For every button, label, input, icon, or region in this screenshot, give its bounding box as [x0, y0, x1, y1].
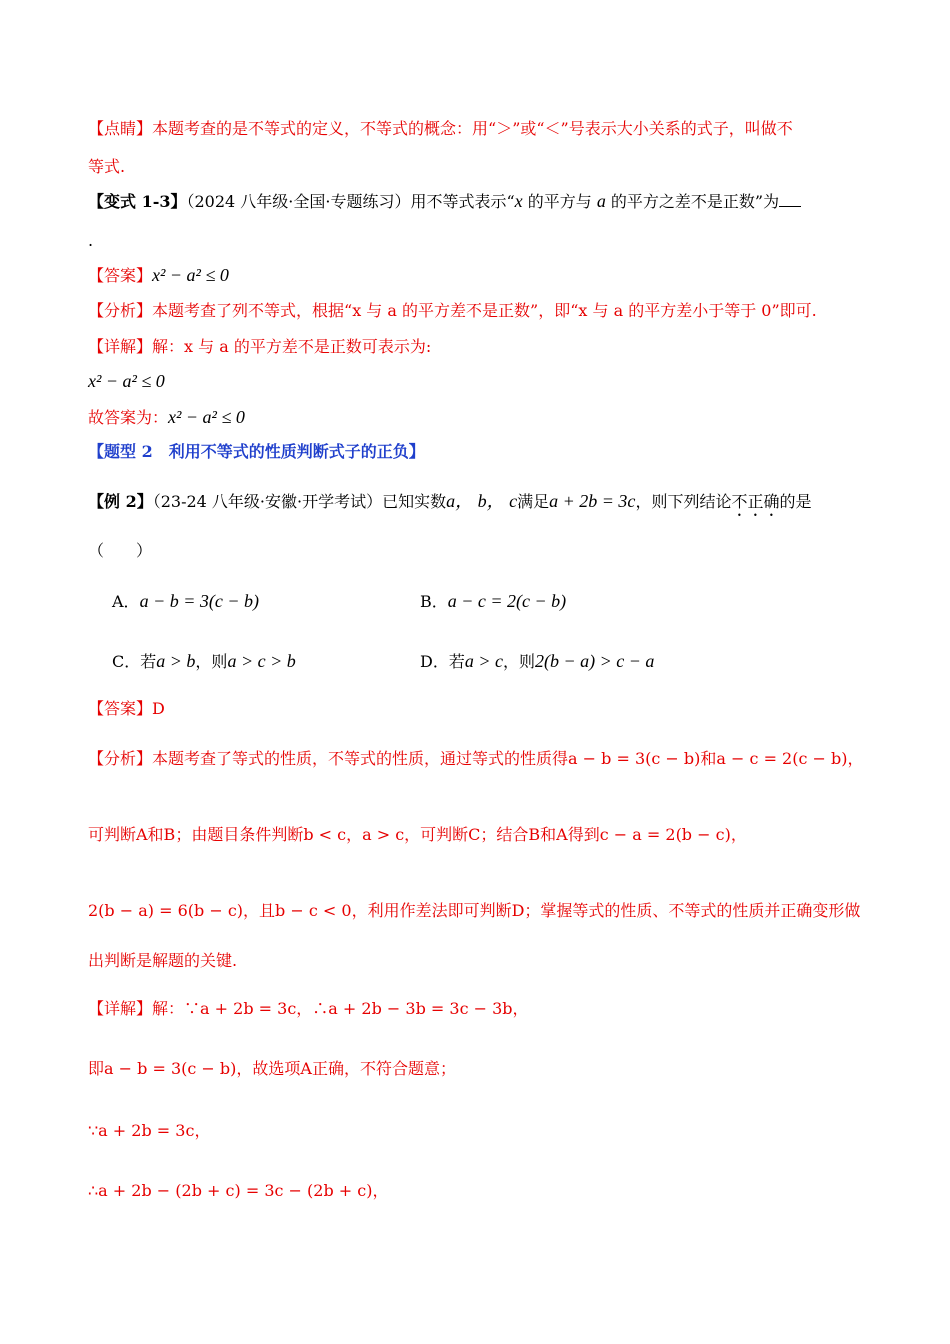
- option-c-label: C．: [112, 652, 141, 671]
- example-detail-line-1: [88, 998, 529, 1020]
- variant-final-expr: x² − a² ≤ 0: [168, 407, 245, 427]
- example-answer-tag: 【答案】: [88, 699, 153, 718]
- answer-blank: [779, 190, 801, 207]
- variant-analysis-text: 本题考查了列不等式，根据“x 与 a 的平方差不是正数”，即“x 与 a 的平方差小于等于 0”即可.: [152, 301, 817, 320]
- dianjing-line-1: [88, 118, 793, 140]
- variant-detail-text: 解：x 与 a 的平方差不是正数可表示为:: [152, 337, 432, 356]
- example-detail-tag: 【详解】: [88, 999, 153, 1018]
- example-q-mid: 满足: [517, 492, 550, 511]
- variant-analysis: [88, 300, 817, 322]
- example-question: [88, 490, 811, 520]
- example-tag: 【例 2】: [88, 492, 153, 511]
- option-c-pre: 若: [140, 652, 157, 671]
- dianjing-line-2: 等式.: [88, 157, 126, 176]
- variant-tail: .: [88, 231, 94, 250]
- option-a[interactable]: [112, 590, 259, 613]
- example-paren: （ ）: [88, 541, 153, 560]
- variant-var-x: x: [514, 191, 523, 211]
- example-vars: a， b， c: [446, 491, 518, 511]
- option-d-pre: 若: [448, 652, 465, 671]
- option-b-expr: a − c = 2(c − b): [447, 591, 567, 611]
- example-analysis-text-1: 本题考查了等式的性质，不等式的性质，通过等式的性质得a − b = 3(c − b)和a − c = 2(c − b)，: [152, 749, 864, 768]
- variant-var-a: a: [596, 191, 606, 211]
- option-b-label: B．: [420, 592, 448, 611]
- option-d-concl: 2(b − a) > c − a: [535, 651, 655, 671]
- variant-detail-tag: 【详解】: [88, 337, 153, 356]
- example-detail-line-2: 即a − b = 3(c − b)，故选项A正确，不符合题意；: [88, 1059, 456, 1078]
- option-a-label: A．: [112, 592, 140, 611]
- example-q-pre: 已知实数: [382, 492, 447, 511]
- option-c-cond: a > b: [156, 651, 196, 671]
- example-analysis-line-4: 出判断是解题的关键.: [88, 951, 238, 970]
- option-d[interactable]: [420, 650, 654, 673]
- example-detail-text-1: 解：∵a + 2b = 3c，∴a + 2b − 3b = 3c − 3b，: [152, 999, 529, 1018]
- example-analysis-tag: 【分析】: [88, 749, 153, 768]
- variant-tag: 【变式 1-3】: [88, 192, 187, 211]
- option-c[interactable]: [112, 650, 296, 673]
- variant-analysis-tag: 【分析】: [88, 301, 153, 320]
- variant-answer-expr: x² − a² ≤ 0: [152, 265, 229, 285]
- dianjing-tag: 【点睛】: [88, 119, 153, 138]
- example-analysis-line-2: 可判断A和B；由题目条件判断b < c，a > c，可判断C；结合B和A得到c − a = 2(b − c)，: [88, 825, 747, 844]
- option-c-concl: a > c > b: [227, 651, 296, 671]
- option-a-expr: a − b = 3(c − b): [139, 591, 259, 611]
- example-answer: [88, 698, 165, 720]
- option-c-mid: ，则: [195, 652, 228, 671]
- variant-answer-tag: 【答案】: [88, 266, 153, 285]
- example-analysis-line-1: [88, 748, 864, 770]
- section-title: 【题型 2 利用不等式的性质判断式子的正负】: [88, 442, 425, 461]
- variant-question: [88, 190, 801, 213]
- variant-q-part-1: 用不等式表示“: [410, 192, 515, 211]
- example-answer-value: D: [152, 699, 165, 718]
- example-q-post-1: ，则下列结论: [635, 492, 732, 511]
- variant-answer: [88, 264, 229, 287]
- option-d-label: D．: [420, 652, 449, 671]
- variant-q-part-2: 的平方与: [522, 192, 597, 211]
- example-analysis-line-3: 2(b − a) = 6(b − c)，且b − c < 0，利用作差法即可判断D；掌握等式的性质、不等式的性质并正确变形做: [88, 901, 861, 920]
- example-condition: a + 2b = 3c: [549, 491, 636, 511]
- dianjing-text-1: 本题考查的是不等式的定义，不等式的概念：用“＞”或“＜”号表示大小关系的式子，叫做不: [152, 119, 793, 138]
- option-d-cond: a > c: [464, 651, 503, 671]
- example-emphasis: 不正确: [731, 492, 780, 511]
- option-b[interactable]: [420, 590, 566, 613]
- example-detail-line-3: ∵a + 2b = 3c，: [88, 1121, 211, 1140]
- variant-final: [88, 406, 245, 429]
- example-q-post-2: 的是: [779, 492, 812, 511]
- variant-final-prefix: 故答案为：: [88, 408, 169, 427]
- example-source: （23-24 八年级·安徽·开学考试）: [152, 492, 383, 511]
- variant-source: （2024 八年级·全国·专题练习）: [186, 192, 411, 211]
- variant-detail: [88, 336, 431, 358]
- variant-detail-expr-text: x² − a² ≤ 0: [88, 371, 165, 391]
- variant-detail-expr: [88, 370, 165, 393]
- example-detail-line-4: ∴a + 2b − (2b + c) = 3c − (2b + c)，: [88, 1181, 389, 1200]
- option-d-mid: ，则: [503, 652, 536, 671]
- variant-q-part-3: 的平方之差不是正数”为: [605, 192, 780, 211]
